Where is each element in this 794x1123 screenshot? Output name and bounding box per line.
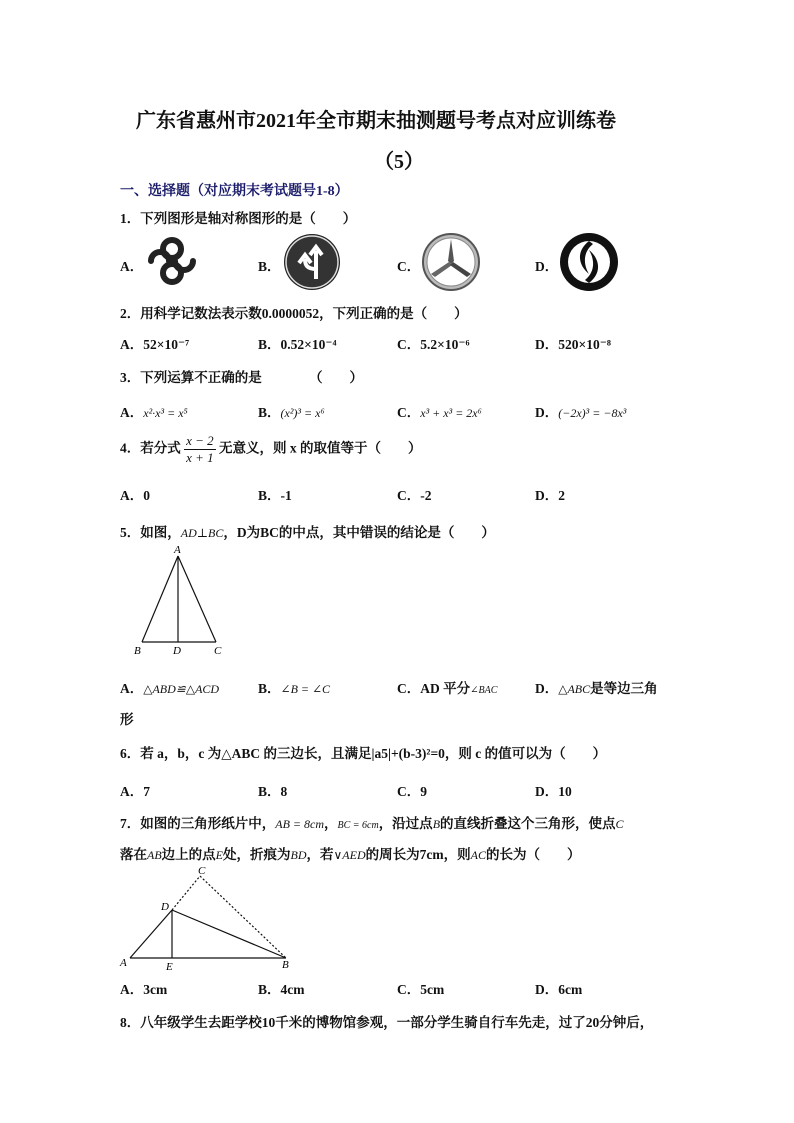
q7-label-b: B: [282, 959, 289, 971]
q3-option-c-math: x³ + x³ = 2x⁶: [420, 406, 482, 420]
q6-option-d: D．10: [535, 784, 572, 799]
q5-option-a: [120, 677, 219, 697]
q5-stem-math: AD⊥BC: [180, 526, 224, 540]
q5-option-d-tail: 是等边三角: [590, 681, 658, 696]
traffic-sign-straight-or-left-icon: [283, 233, 341, 295]
q5-option-b-math: ∠B = ∠C: [280, 682, 331, 696]
q7-label-e: E: [166, 961, 173, 973]
q4-suffix: 无意义，则 x 的取值等于（ ）: [219, 440, 422, 456]
q2-option-a: A．52×10⁻⁷: [120, 337, 190, 352]
q4-prefix: 4．若分式: [120, 440, 181, 456]
q7-l2-m1: AB: [147, 848, 162, 862]
q7-l1-m2: BC = 6cm: [337, 820, 379, 831]
page-title: 广东省惠州市2021年全市期末抽测题号考点对应训练卷: [136, 110, 616, 132]
q4-option-d: D．2: [535, 488, 565, 503]
q3-option-c-label: C．: [397, 405, 421, 420]
q7-l2-m3: BD: [290, 848, 307, 862]
q5-option-b-label: B．: [258, 681, 281, 696]
q5-label-c: C: [214, 645, 222, 657]
q3-option-a-label: A．: [120, 405, 144, 420]
q7-l2-m4: ∨AED: [333, 848, 366, 862]
q6-option-c: C．9: [397, 784, 427, 799]
q5-option-a-math: △ABD≌△ACD: [143, 682, 220, 696]
q7-option-b: B．4cm: [258, 982, 305, 997]
q4-option-b: B．-1: [258, 488, 292, 503]
q5-option-d-label: D．: [535, 681, 559, 696]
q1-option-d-label: D．: [535, 259, 559, 274]
q5-stem-prefix: 5．如图，: [120, 525, 181, 540]
q1-option-c-label: C．: [397, 259, 421, 274]
q7-option-c: C．5cm: [397, 982, 445, 997]
q5-option-d: [535, 677, 658, 697]
q7-label-c: C: [198, 865, 206, 877]
q7-segment-ad: [130, 910, 172, 958]
q5-side-ab: [142, 556, 178, 642]
q5-label-b: B: [134, 645, 141, 657]
question-2-stem: 2．用科学记数法表示数0.0000052，下列正确的是（ ）: [120, 306, 468, 321]
q7-l1-c: ，沿过点: [378, 816, 433, 831]
q7-fold-figure: [116, 862, 301, 978]
question-8-stem: 8．八年级学生去距学校10千米的博物馆参观，一部分学生骑自行车先走，过了20分钟后，: [120, 1015, 654, 1030]
question-7-line-1: [120, 812, 624, 832]
q4-fraction-numerator: x − 2: [186, 433, 214, 448]
q4-option-a: A．0: [120, 488, 150, 503]
q5-stem-suffix: ，D为BC的中点，其中错误的结论是（ ）: [223, 525, 495, 540]
q3-option-d-label: D．: [535, 405, 559, 420]
q2-option-c: C．5.2×10⁻⁶: [397, 337, 470, 352]
q6-option-a: A．7: [120, 784, 150, 799]
question-6-stem: 6．若 a，b，c 为△ABC 的三边长，且满足|a5|+(b-3)²=0，则 c 的值可以为（ ）: [120, 746, 607, 761]
q7-option-a: A．3cm: [120, 982, 168, 997]
q5-option-d-wrap: 形: [120, 712, 134, 727]
q7-l2-c: 处，折痕为: [223, 847, 291, 862]
question-4-stem: [120, 433, 422, 466]
knot-logo-icon: [143, 232, 201, 294]
q5-triangle-figure: [128, 542, 238, 662]
q7-l1-m1: AB = 8cm: [275, 817, 324, 831]
q7-l2-e: 的周长为7cm，则: [365, 847, 471, 862]
q7-dotted-cb: [200, 876, 286, 958]
q7-l2-m2: E: [215, 848, 224, 862]
q7-l1-m3: B: [432, 817, 441, 831]
dongfeng-logo-icon: [559, 232, 619, 296]
q7-l1-a: 7．如图的三角形纸片中，: [120, 816, 276, 831]
q5-label-a: A: [174, 544, 181, 556]
q7-l2-f: 的长为（ ）: [485, 847, 581, 862]
q4-fraction: [184, 433, 216, 466]
q7-l2-a: 落在: [120, 847, 147, 862]
q7-label-d: D: [161, 901, 169, 913]
q5-option-b: [258, 677, 330, 697]
q5-option-a-label: A．: [120, 681, 144, 696]
q4-option-c: C．-2: [397, 488, 432, 503]
q7-option-d: D．6cm: [535, 982, 583, 997]
q5-option-c-label: C．AD 平分: [397, 681, 471, 696]
q6-option-b: B．8: [258, 784, 288, 799]
q3-option-d-math: (−2x)³ = −8x³: [558, 406, 627, 420]
q5-option-c-math: ∠BAC: [470, 685, 498, 696]
question-7-line-2: [120, 843, 580, 863]
q7-label-a: A: [120, 957, 127, 969]
q1-option-a-label: A．: [120, 259, 144, 274]
q2-option-d: D．520×10⁻⁸: [535, 337, 611, 352]
page-subtitle: （5）: [374, 151, 424, 173]
q3-option-a: [120, 401, 188, 421]
q3-option-c: [397, 401, 482, 421]
q3-option-d: [535, 401, 626, 421]
q3-option-a-math: x²·x³ = x⁵: [143, 406, 188, 420]
q2-option-b: B．0.52×10⁻⁴: [258, 337, 337, 352]
question-5-stem: [120, 521, 495, 541]
q5-label-d: D: [173, 645, 181, 657]
q7-l2-d: ，若: [306, 847, 334, 862]
q4-fraction-denominator: x + 1: [186, 450, 214, 465]
q7-l1-d: 的直线折叠这个三角形，使点: [440, 816, 616, 831]
q3-option-b: [258, 401, 325, 421]
q7-fold-line-bd: [172, 910, 286, 958]
q7-l2-b: 边上的点: [161, 847, 216, 862]
q5-option-d-math: △ABC: [558, 682, 591, 696]
q5-side-ac: [178, 556, 216, 642]
q7-l1-b: ，: [324, 816, 338, 831]
three-pointed-star-logo-icon: [421, 232, 481, 296]
q7-dotted-dc: [172, 876, 200, 910]
question-3-stem: 3．下列运算不正确的是 （ ）: [120, 370, 363, 385]
section-heading: 一、选择题（对应期末考试题号1-8）: [120, 184, 349, 199]
question-1-stem: 1．下列图形是轴对称图形的是（ ）: [120, 211, 357, 226]
q7-l1-m4: C: [615, 817, 624, 831]
q3-option-b-math: (x²)³ = x⁶: [280, 406, 325, 420]
q5-option-c: [397, 677, 497, 697]
q7-l2-m5: AC: [470, 848, 486, 862]
q1-option-b-label: B．: [258, 259, 281, 274]
q3-option-b-label: B．: [258, 405, 281, 420]
